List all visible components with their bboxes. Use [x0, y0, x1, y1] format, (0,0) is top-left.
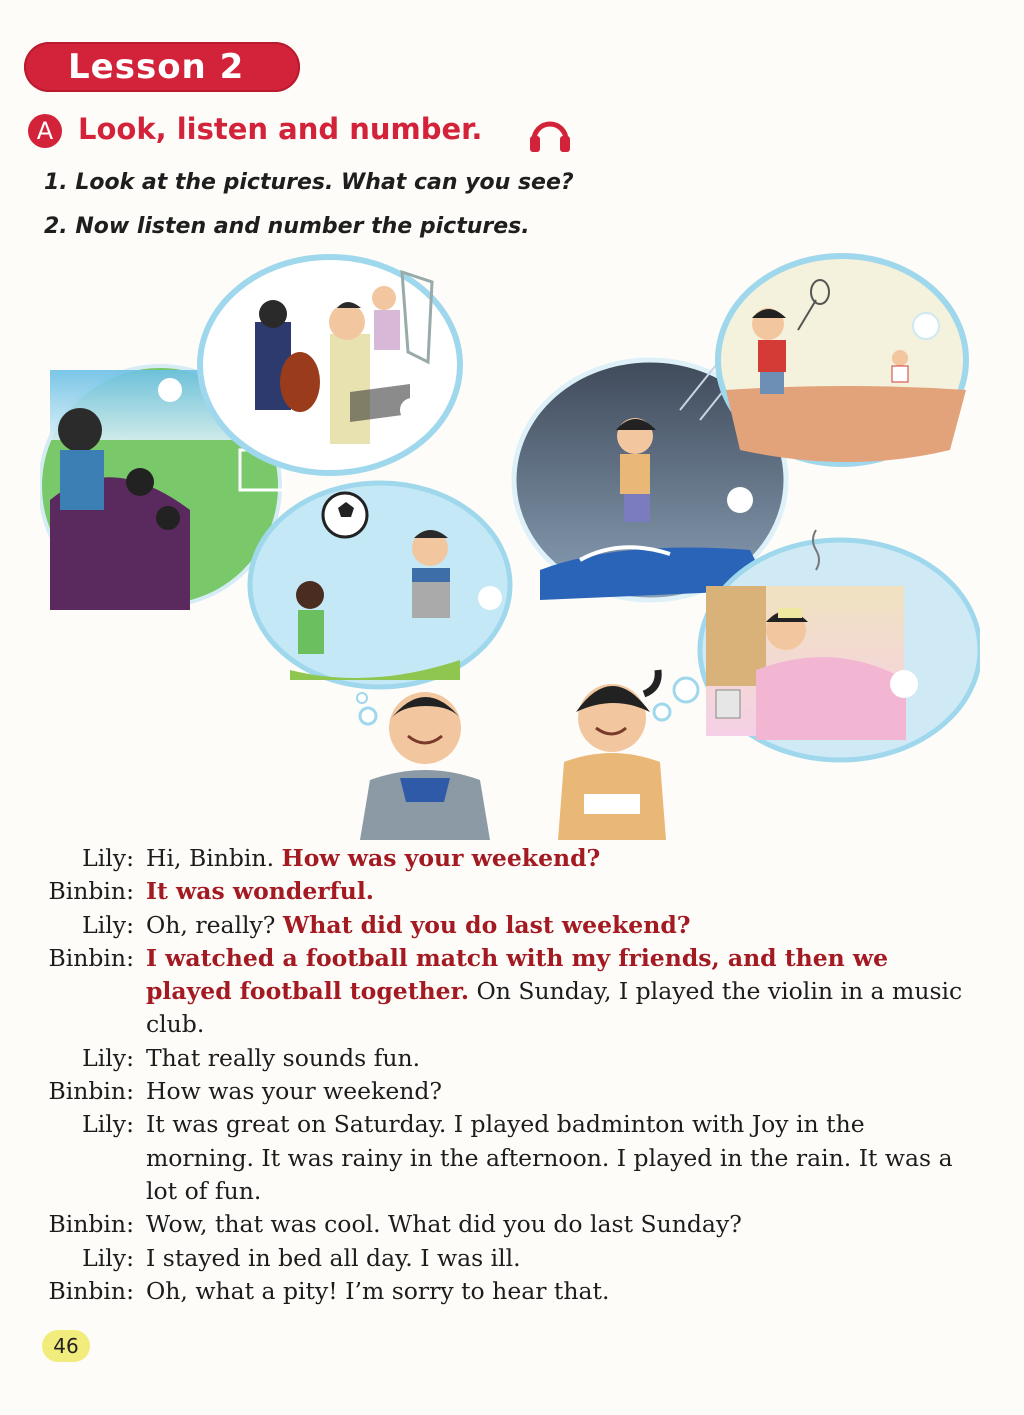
playing-football-bubble — [250, 483, 510, 687]
dialogue-line — [40, 1242, 980, 1275]
speaker: Binbin: — [48, 877, 134, 906]
lily-character — [558, 670, 666, 840]
lesson-title: Lesson 2 — [68, 47, 245, 87]
instruction-1: 1. Look at the pictures. What can you see? — [44, 170, 574, 195]
line-text: On Sunday, I played the violin in a music club. — [146, 977, 963, 1039]
speaker: Lily: — [82, 1243, 134, 1272]
line-text: How was your weekend? — [146, 1077, 442, 1106]
section-heading — [28, 112, 628, 152]
music-club-bubble — [200, 257, 460, 473]
binbin-character — [360, 692, 490, 840]
dialogue-line — [40, 1075, 980, 1108]
key-phrase: How was your weekend? — [281, 844, 601, 872]
speaker: Lily: — [82, 844, 134, 872]
line-text: I stayed in bed all day. I was ill. — [146, 1243, 521, 1272]
instruction-2: 2. Now listen and number the pictures. — [44, 214, 530, 239]
speaker: Binbin: — [48, 1210, 134, 1239]
line-text: Hi, Binbin. — [146, 844, 282, 872]
dialogue-line — [40, 1208, 980, 1241]
line-text: It was great on Saturday. I played badminton with Joy in the morning. It was rainy in the afternoon. I played in the rain. It was a lot of fun. — [146, 1110, 953, 1205]
dialogue-line — [40, 942, 980, 1042]
dialogue-line — [40, 1275, 980, 1308]
key-phrase: It was wonderful. — [146, 877, 374, 906]
line-text: Wow, that was cool. What did you do last Sunday? — [146, 1210, 742, 1239]
headphones-icon[interactable] — [526, 110, 574, 154]
speaker: Lily: — [82, 1110, 134, 1139]
dialogue-line — [40, 1108, 980, 1208]
speaker: Lily: — [82, 1043, 134, 1072]
dialogue-line — [40, 1042, 980, 1075]
speaker: Binbin: — [48, 1077, 134, 1106]
speaker: Lily: — [82, 910, 134, 939]
key-phrase: What did you do last weekend? — [282, 910, 691, 939]
dialogue-line — [40, 909, 980, 942]
lesson-title-pill — [24, 42, 300, 92]
section-title: Look, listen and number. — [78, 112, 483, 146]
speaker: Binbin: — [48, 1276, 134, 1305]
dialogue — [40, 842, 980, 1308]
badminton-bubble — [718, 256, 966, 464]
illustration-scene — [40, 250, 980, 840]
line-text: That really sounds fun. — [146, 1043, 421, 1072]
key-phrase: I watched a football match with my friends, and then we played football together. — [146, 943, 889, 1006]
dialogue-line — [40, 875, 980, 908]
page-number: 46 — [42, 1330, 90, 1362]
dialogue-line — [40, 842, 980, 875]
speaker: Binbin: — [48, 943, 134, 972]
line-text: Oh, what a pity! I’m sorry to hear that. — [146, 1276, 610, 1305]
line-text: Oh, really? — [146, 910, 283, 939]
section-badge: A — [28, 114, 62, 148]
